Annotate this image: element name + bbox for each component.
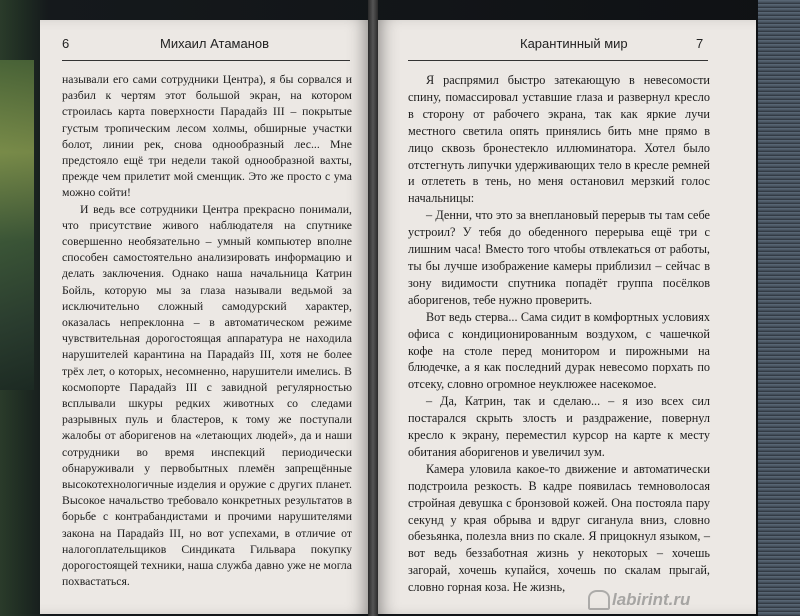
right-paragraph-2: – Денни, что это за внеплановый перерыв ты там себе устроил? У тебя до обеденного перерыва ещё три с лишним часа! Вместо того чтобы отвлекаться от работы, ты бы лучше изображение камеры приблизил – сейчас в зону видимости спутника попадёт группа посёлков аборигенов, тебе нужно проверить. bbox=[408, 208, 710, 307]
right-paragraph-1: Я распрямил быстро затекающую в невесомости спину, помассировал уставшие глаза и развернул кресло в сторону от рабочего экрана, так как яркие лучи местного светила опять принялись бить мне прямо в лицо сквозь бронестекло иллюминатора. Хотел было отстегнуть липучки удерживающих тело в кресле ремней и отлететь в тень, но меня остановил мерзкий голос начальницы: bbox=[408, 73, 710, 206]
right-page-number: 7 bbox=[696, 36, 704, 51]
right-paragraph-5: Камера уловила какое-то движение и автоматически подстроила резкость. В кадре появилась темноволосая стройная девушка с бронзовой кожей. Она постояла пару секунд у края обрыва и вдруг сиганула вниз, словно обезьянка, полезла вниз по скале. Я прицокнул языком, – вот ведь беззаботная жизнь у некоторых – хочешь загорай, хочешь купайся, хочешь по скалам прыгай, словно горная коза. Не жизнь, bbox=[408, 461, 710, 595]
right-paragraph-4: – Да, Катрин, так и сделаю... – я изо всех сил постарался скрыть злость и раздражение, повернул кресло к экрану, переместил курсор на карте к месту обитания аборигенов и увеличил зум. bbox=[408, 394, 710, 459]
right-paragraph-3: Вот ведь стерва... Сама сидит в комфортных условиях офиса с кондиционированным воздухом, с чашечкой кофе на столе перед монитором и пирожными на блюдечке, а я как последний дурак невесомо порхать по отсеку, словно огромное неуклюжее насекомое. bbox=[408, 309, 710, 392]
right-page-body bbox=[408, 72, 710, 596]
cover-illustration-edge bbox=[0, 60, 34, 390]
left-running-head: Михаил Атаманов bbox=[160, 36, 270, 51]
left-header-rule bbox=[62, 60, 350, 61]
page-block-edge bbox=[758, 0, 800, 616]
left-page-number: 6 bbox=[62, 36, 70, 51]
left-paragraph-2: И ведь все сотрудники Центра прекрасно понимали, что присутствие живого наблюдателя на спутнике совершенно необязательно – умный компьютер вполне способен самостоятельно анализировать информацию и делать заключения. Однако наша начальница Катрин Бойль, которую мы за глаза называли ведьмой за исключительно сложный самодурский характер, оказалась непреклонна – в автоматическом режиме чувствительная дорогостоящая аппаратура не находила нарушителей карантина на Парадайз III, хотя не более трёх лет, о которых, несомненно, нарушители имелись. В космопорте Парадайз III с завидной регулярностью всплывали шкуры редких животных со следами разрывных пуль и бластеров, к тому же поступали жалобы от аборигенов на «летающих людей», да и наши сотрудники во время инспекций периодически обнаруживали у первобытных племён запрещённые высокотехнологичные изделия и оружие с других планет. Высокое начальство требовало конкретных результатов в борьбе с контрабандистами и прочими нарушителями закона на Парадайз III, но вот успехами, в отличие от налогоплательщиков Синдиката Гильвара покупку дорогостоящей техники, наша служба давно уже не могла похвастаться. bbox=[62, 202, 352, 589]
watermark-text: labirint.ru bbox=[612, 590, 691, 609]
left-page-body bbox=[62, 72, 352, 591]
right-running-head: Карантинный мир bbox=[520, 36, 628, 51]
left-paragraph-1: называли его сами сотрудники Центра), я бы сорвался и разбил к чертям этот большой экран, на котором строилась карта поверхности Парадайз III – покрытые густым тропическим лесом холмы, обширные участки болот, линии рек, снова однообразный лес... Мне предстояло ещё три недели такой однообразной вахты, прежде чем прилетит мой сменщик. Это же просто с ума можно сойти! bbox=[62, 73, 352, 200]
right-header-rule bbox=[408, 60, 708, 61]
watermark-logo-icon bbox=[588, 590, 610, 610]
book-gutter bbox=[368, 0, 378, 616]
